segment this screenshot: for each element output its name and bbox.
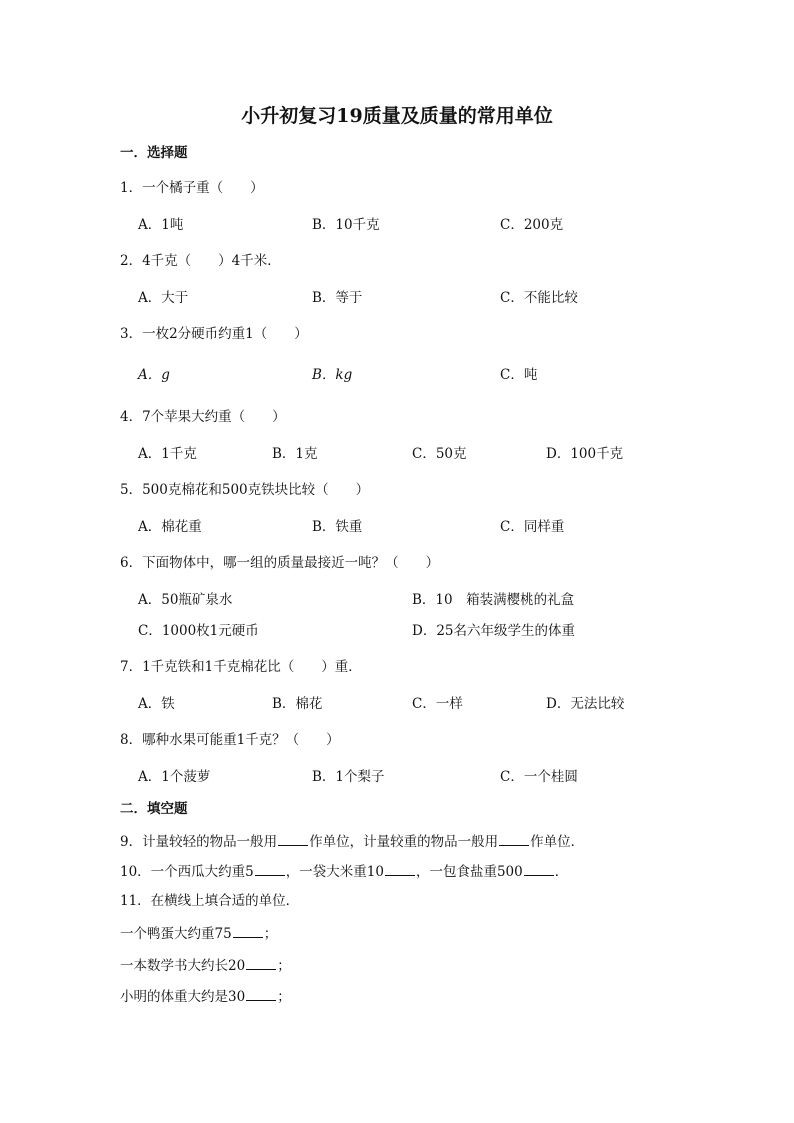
question-8-option-c: C．一个桂圆 [500,769,578,785]
question-5-stem: 5．500克棉花和500克铁块比较（ ） [120,482,370,498]
answer-blank[interactable] [278,834,308,846]
question-3-stem: 3．一枚2分硬币约重1（ ） [120,326,308,342]
question-7-option-c: C．一样 [412,696,463,712]
question-3-option-b: B．kg [312,367,353,383]
question-9-part1: 9．计量较轻的物品一般用 [120,834,278,850]
question-1-option-c: C．200克 [500,217,564,233]
question-11-line-3-end: ； [277,989,291,1005]
question-7-option-d: D．无法比较 [546,696,625,712]
question-3-option-a: A．g [138,367,170,383]
question-2-option-b: B．等于 [312,290,363,306]
question-11-line-2-end: ； [277,958,291,974]
question-2-option-a: A．大于 [138,290,189,306]
question-1-stem: 1．一个橘子重（ ） [120,180,264,196]
question-11-line-2-text: 一本数学书大约长20 [120,958,246,974]
question-5-option-c: C．同样重 [500,519,565,535]
question-1-option-a: A．1吨 [138,217,184,233]
question-11-stem: 11．在横线上填合适的单位． [120,893,300,909]
question-6-stem: 6．下面物体中，哪一组的质量最接近一吨？（ ） [120,555,440,571]
question-4-stem: 4．7个苹果大约重（ ） [120,409,286,425]
question-10-part1: 10．一个西瓜大约重5 [120,864,254,880]
question-7-stem: 7．1千克铁和1千克棉花比（ ）重． [120,659,362,675]
section-heading-fill: 二．填空题 [120,801,188,817]
question-8-option-b: B．1个梨子 [312,769,385,785]
question-4-option-b: B．1克 [272,446,318,462]
answer-blank[interactable] [385,864,415,876]
question-8-stem: 8．哪种水果可能重1千克？（ ） [120,732,340,748]
question-6-option-d: D．25名六年级学生的体重 [412,623,576,639]
answer-blank[interactable] [246,989,276,1001]
section-heading-choice: 一．选择题 [120,145,188,161]
question-4-option-a: A．1千克 [138,446,197,462]
question-2-stem: 2．4千克（ ）4千米． [120,253,281,269]
question-9 [120,834,584,850]
question-3-option-c: C．吨 [500,367,538,383]
question-10-part3: ，一包食盐重500 [415,864,523,880]
question-1-option-b: B．10千克 [312,217,380,233]
question-11-line-3-text: 小明的体重大约是30 [120,989,246,1005]
question-10-part4: ． [554,864,569,880]
question-6-option-c: C．1000枚1元硬币 [138,623,259,639]
question-10 [120,864,568,880]
question-8-option-a: A．1个菠萝 [138,769,211,785]
question-11-line-1-text: 一个鸭蛋大约重75 [120,926,232,942]
answer-blank[interactable] [255,864,285,876]
question-11-line-2 [120,958,291,974]
question-4-option-c: C．50克 [412,446,467,462]
question-7-option-a: A．铁 [138,696,175,712]
question-5-option-a: A．棉花重 [138,519,202,535]
question-10-part2: ，一袋大米重10 [285,864,384,880]
answer-blank[interactable] [246,958,276,970]
page-title: 小升初复习19质量及质量的常用单位 [241,105,553,127]
answer-blank[interactable] [524,864,554,876]
question-6-option-b: B．10 箱装满樱桃的礼盒 [412,592,575,608]
question-11-line-1-end: ； [263,926,278,942]
question-11-line-3 [120,989,291,1005]
question-2-option-c: C．不能比较 [500,290,578,306]
question-5-option-b: B．铁重 [312,519,363,535]
answer-blank[interactable] [233,926,263,938]
question-4-option-d: D．100千克 [546,446,624,462]
question-9-part3: 作单位． [530,834,585,850]
answer-blank[interactable] [499,834,529,846]
question-9-part2: 作单位，计量较重的物品一般用 [309,834,499,850]
question-11-line-1 [120,926,277,942]
question-7-option-b: B．棉花 [272,696,323,712]
question-6-option-a: A．50瓶矿泉水 [138,592,233,608]
